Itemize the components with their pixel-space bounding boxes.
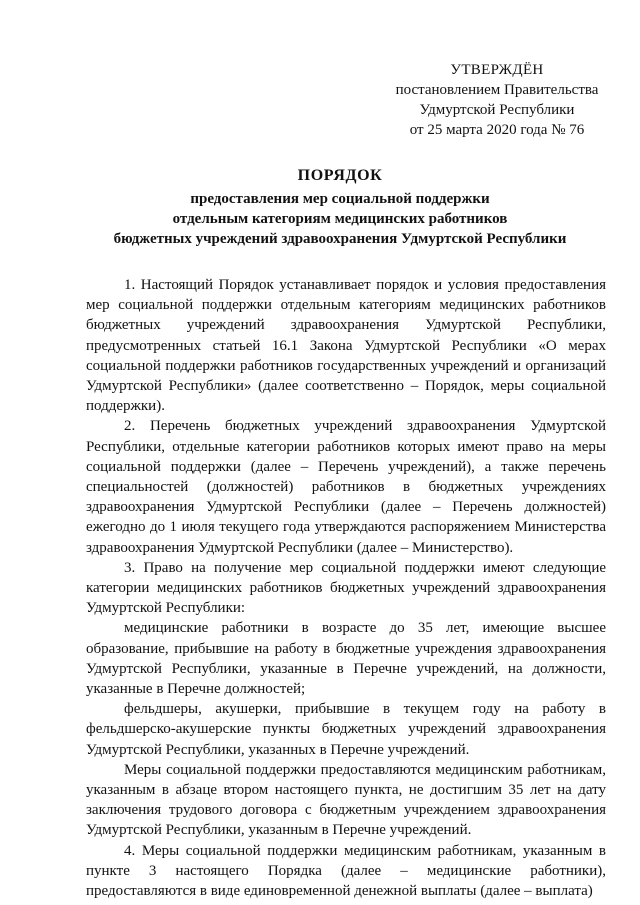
approval-date: от 25 марта 2020 года № 76 [409,122,585,138]
document-subtitle-line: отдельным категориям медицинских работников [172,211,508,227]
paragraph: Меры социальной поддержки предоставляются медицинским работникам, указанным в абзаце втором настоящего пункта, не достигшим 35 лет на дату заключения трудового договора с бюджетным учреждением здравоохранения Удмуртской Республики, указанным в Перечне учреждений. [86,761,606,839]
paragraph: 1. Настоящий Порядок устанавливает порядок и условия предоставления мер социальной поддержки отдельным категориям медицинских работников бюджетных учреждений здравоохранения Удмуртской Республики, предусмотренных статьей 16.1 Закона Удмуртской Республики «О мерах социальной поддержки работников государственных учреждений и организаций Удмуртской Республики» (далее соответственно – Порядок, меры социальной поддержки). [86,277,606,415]
approval-line: Удмуртской Республики [419,102,575,118]
document-subtitle-line: предоставления мер социальной поддержки [190,191,490,207]
document-subtitle-line: бюджетных учреждений здравоохранения Удмуртской Республики [113,231,567,247]
paragraph: 3. Право на получение мер социальной поддержки имеют следующие категории медицинских работников бюджетных учреждений здравоохранения Удмуртской Республики: [86,559,606,617]
paragraph: 2. Перечень бюджетных учреждений здравоохранения Удмуртской Республики, отдельные категории работников которых имеют право на меры социальной поддержки (далее – Перечень учреждений), а также перечень специальностей (должностей) работников в бюджетных учреждениях здравоохранения Удмуртской Республики (далее – Перечень должностей) ежегодно до 1 июля текущего года утверждаются распоряжением Министерства здравоохранения Удмуртской Республики (далее – Министерство). [86,418,606,556]
document-body [86,275,606,901]
document-title: ПОРЯДОК [297,167,383,184]
paragraph: 4. Меры социальной поддержки медицинским работникам, указанным в пункте 3 настоящего Порядка (далее – медицинские работники), предоставляются в виде единовременной денежной выплаты (далее – выплата) [86,842,606,900]
paragraph: фельдшеры, акушерки, прибывшие в текущем году на работу в фельдшерско-акушерские пункты бюджетных учреждений здравоохранения Удмуртской Республики, указанных в Перечне учреждений. [86,701,606,758]
approval-title: УТВЕРЖДЁН [450,62,544,78]
approval-line: постановлением Правительства [395,82,599,98]
paragraph: медицинские работники в возрасте до 35 лет, имеющие высшее образование, прибывшие на работу в бюджетные учреждения здравоохранения Удмуртской Республики, указанные в Перечне учреждений, на должности, указанные в Перечне должностей; [86,620,606,698]
approval-stamp [388,60,606,140]
document-heading [80,166,600,249]
